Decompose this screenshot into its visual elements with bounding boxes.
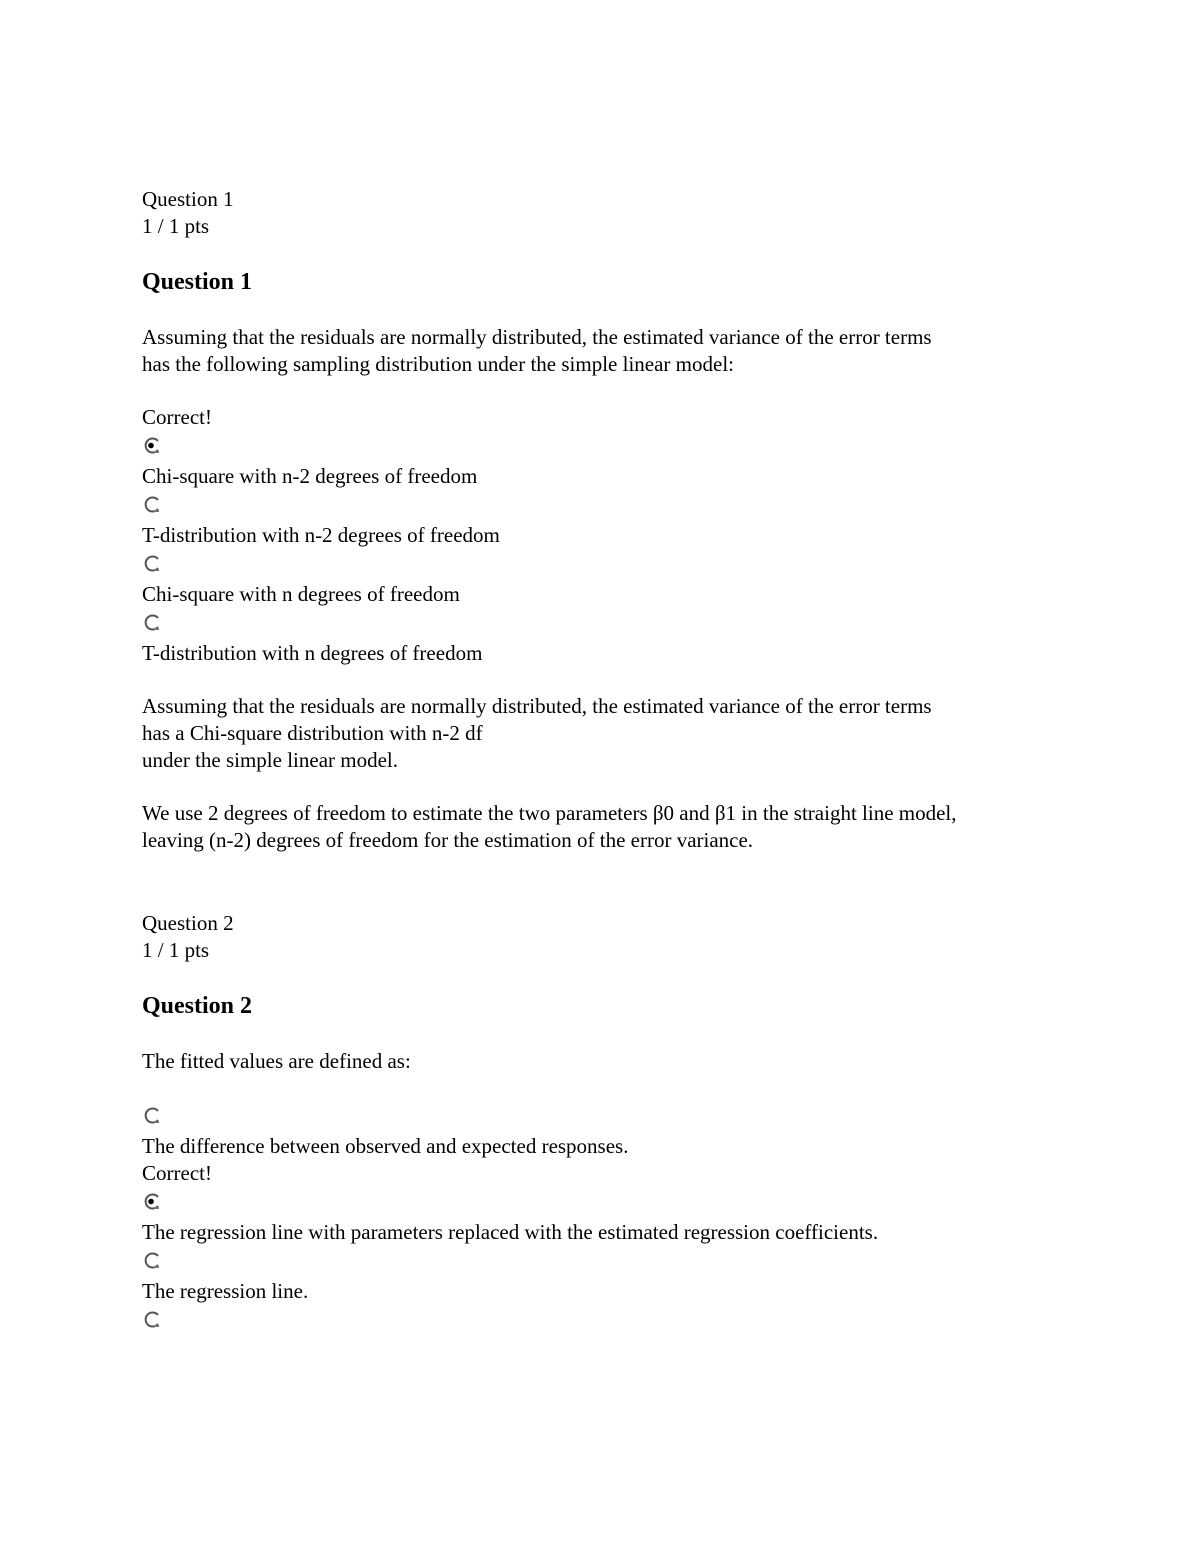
radio-icon[interactable] xyxy=(142,612,162,634)
question-prompt: Assuming that the residuals are normally distributed, the estimated variance of the error terms xyxy=(142,325,932,349)
question-prompt: has the following sampling distribution under the simple linear model: xyxy=(142,352,734,376)
question-heading: Question 2 xyxy=(142,993,253,1019)
answer-option: T-distribution with n-2 degrees of freedom xyxy=(142,523,500,547)
explanation-text: leaving (n-2) degrees of freedom for the estimation of the error variance. xyxy=(142,828,754,852)
question-label: Question 1 xyxy=(142,187,234,211)
answer-option: T-distribution with n degrees of freedom xyxy=(142,641,483,665)
radio-selected-icon[interactable] xyxy=(142,435,162,457)
radio-icon[interactable] xyxy=(142,494,162,516)
explanation-text: Assuming that the residuals are normally distributed, the estimated variance of the error terms xyxy=(142,694,932,718)
answer-option: Chi-square with n degrees of freedom xyxy=(142,582,460,606)
question-heading: Question 1 xyxy=(142,269,253,295)
question-label: Question 2 xyxy=(142,911,234,935)
explanation-text: under the simple linear model. xyxy=(142,748,399,772)
radio-icon[interactable] xyxy=(142,1105,162,1127)
answer-option: The regression line. xyxy=(142,1279,309,1303)
question-points: 1 / 1 pts xyxy=(142,214,210,238)
quiz-page xyxy=(142,186,1102,1337)
correct-label: Correct! xyxy=(142,405,212,429)
answer-option: The difference between observed and expected responses. xyxy=(142,1134,629,1158)
explanation-text: has a Chi-square distribution with n-2 df xyxy=(142,721,483,745)
correct-label: Correct! xyxy=(142,1161,212,1185)
answer-option: The regression line with parameters replaced with the estimated regression coefficients. xyxy=(142,1220,879,1244)
radio-selected-icon[interactable] xyxy=(142,1191,162,1213)
question-points: 1 / 1 pts xyxy=(142,938,210,962)
radio-icon[interactable] xyxy=(142,553,162,575)
radio-icon[interactable] xyxy=(142,1309,162,1331)
question-prompt: The fitted values are defined as: xyxy=(142,1049,411,1073)
explanation-text: We use 2 degrees of freedom to estimate the two parameters β0 and β1 in the straight line model, xyxy=(142,801,957,825)
answer-option: Chi-square with n-2 degrees of freedom xyxy=(142,464,478,488)
radio-icon[interactable] xyxy=(142,1250,162,1272)
